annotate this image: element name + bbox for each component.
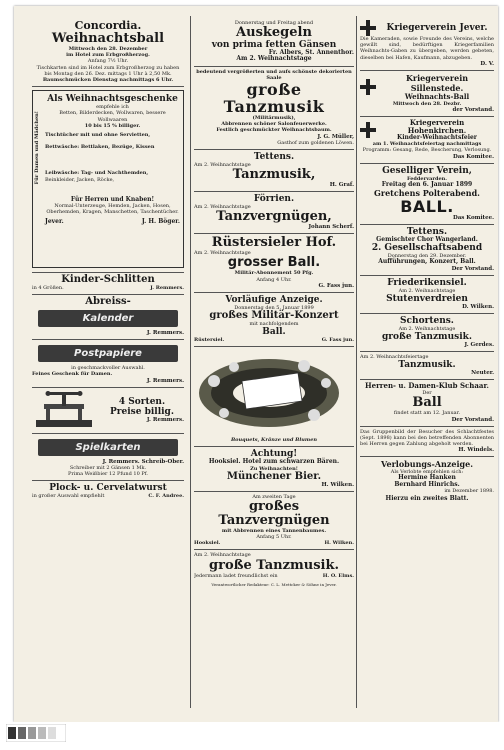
ad-date: Am 2. Weihnachtstage [194,552,251,559]
ad-signature: J. Remmers. [146,330,184,337]
ad-subtitle: grosser Ball. [227,255,321,271]
ad-text: mit Abbrennen eines Tannenbaumes. [221,528,327,535]
ad-title: Kriegerverein Jever. [386,23,488,33]
ad-subtitle: Tanzmusik, [232,167,316,183]
column-divider [190,16,191,708]
column-left [32,18,184,708]
ad-text: Feines Geschenk für Damen. [32,371,113,378]
ad-title: Förrien. [253,194,295,205]
geselliger-verein-ad [360,164,494,225]
ad-subtitle: 2. Gesellschaftsabend [371,243,483,254]
engagement-ad [360,457,494,505]
ad-signature: der Vorstand. [452,107,494,114]
page-footer-credit: Verantwortlicher Redakteur: C. L. Mettcker & Söhne in Jever. [211,581,337,587]
ad-signature: H. Wilken. [324,540,354,547]
scan-ruler [6,724,66,742]
ad-text: Betten, Bilderdecken, Wollwaren, bessere Wollwaaren [59,110,166,123]
ad-text: Schreiber mit 2 Gänsen 1 Mk. [69,464,147,471]
ad-text: Anfang 4 Uhr. [256,276,292,283]
ad-text: (Militärmusik), [252,115,296,122]
ad-subtitle: große Tanzmusik. [382,332,472,343]
tettens-ad [194,150,354,192]
ad-text: Zu Weihnachten! [250,465,298,472]
auskegeln-ad [194,18,354,67]
tanzvergnuegen-ad [194,492,354,551]
ad-start: Anfang 7½ Uhr. [87,58,129,65]
ad-date: Am 2. Weihnachtstage [194,204,251,211]
tanzmusik2-ad [194,550,354,590]
ad-text: Leibwäsche: Tag- und Nachthemden, [45,170,149,177]
ad-title: Achtung! [250,449,298,460]
ad-text: in geschmackvoller Auswahl. [71,365,145,372]
ad-title: große Tanzmusik [223,80,325,117]
ad-signature: J. Remmers. Schreib-Ober. [102,458,184,465]
tanzmusik3-ad [360,352,494,380]
sled-ad [32,273,184,295]
ad-text: Bettwäsche: Bettlaken, Bezüge, Kissen [45,144,155,151]
krieger-jever-ad [360,18,494,71]
copy-press-ad [32,388,184,434]
ad-text: Die Kameraden, sowie Freunde des Vereins, welche gewillt sind, bedürftigen Kriegerfamilien Weihnachts-Gaben zu übergeben, werden gebeten, dieselben bei Hafen, Kaufmann, abzugeben. [360,36,494,61]
ad-signature: J. Remmers. [146,377,184,384]
ad-subtitle: Münchener Bier. [226,470,322,482]
ad-title: Tettens. [406,227,448,238]
ad-date: Am 2. Weihnachtsfeiertage [360,354,429,361]
ad-title: Kriegerverein Sillenstede. [405,72,469,93]
ad-date: Am 2. Weihnachtstage [398,325,456,332]
calendar-ad [32,295,184,340]
ad-title: Tanzmusik. [398,360,456,371]
column-divider [356,16,357,708]
ad-banner: Spielkarten [38,439,178,456]
ad-date: Am 2. Weihnachtstage [194,250,251,257]
ad-title: Als Weihnachtsgeschenke [47,94,178,105]
ad-signature: Das Komitee. [452,153,494,160]
ad-signature: G. Fass jun. [318,282,354,289]
ruestersiel-ad [194,234,354,293]
klub-schaar-ad [360,380,494,426]
ad-place: Hooksiel. [194,540,221,547]
page-footer-note: Hierzu ein zweites Blatt. [385,495,469,503]
ad-text: empfehle ich [96,104,129,111]
ad-title: Schortens. [400,315,454,326]
gifts-ad [32,87,184,273]
ad-signature: H. Wilken. [321,481,354,488]
krieger-sillenstede-ad [360,71,494,117]
muenchner-ad [194,447,354,491]
ad-signature: Der Vorstand. [451,265,494,272]
ad-date: im Dezember 1898. [444,487,494,494]
copy-press-illustration [32,390,96,430]
ad-text: in großer Auswahl empfiehlt [32,493,105,500]
ad-title: Abreiss- [85,296,131,308]
ad-text: Jedermann ladet freundlichst ein [194,572,278,579]
ad-section: Für Herren und Knaben! [70,195,155,203]
sausage-ad [32,481,184,502]
ad-subtitle: Stutenverdreien [386,293,468,304]
ad-text: Baumschmücken Dienstag nachmittags 6 Uhr. [42,77,174,84]
ad-place: Feddervarden. [406,175,448,182]
ad-banner: Kalender [38,310,178,327]
ad-signature: J. Remmers. [150,285,184,292]
ad-text: bedeutend vergrößerten und aufs schönste dekorierten Saale [196,68,352,81]
ad-date: Mittwoch den 28. Dezbr. [392,100,462,107]
ad-title: Kriegerverein Hohenkirchen. [407,118,467,136]
ad-signature: Fr. Albers, St. Annenthor. [268,49,354,57]
ad-subtitle: Tanzvergnügen, [216,209,332,225]
ad-subtitle: Gretchens Polterabend. [374,188,480,199]
scan-margin [0,722,504,750]
ad-title: Concordia. [74,19,142,32]
playing-cards-ad [32,434,184,481]
ad-signature: C. F. Andree. [148,493,184,500]
ad-title: Vorläufige Anzeige. [225,294,323,305]
krieger-hohenkirchen-ad [360,117,494,164]
ad-signature: H. O. Elms. [322,572,354,579]
ad-text: Beinkleider, Jacken, Röcke, [45,176,115,183]
ad-date: Freitag den 6. Januar 1899 [381,180,473,188]
ad-subtitle: Weihnachtsball [51,31,165,46]
ad-date: Am zweiten Tage [252,493,296,500]
ad-subtitle: großes Militär-Konzert [209,310,339,322]
ad-text: Anfang 5 Uhr. [256,534,292,541]
tettens-chor-ad [360,225,494,276]
ad-text: Der [422,390,432,397]
ad-text: Tischkarten sind im Hotel zum Erbgroßherzog zu haben [36,64,180,71]
ad-title: Auskegeln [236,25,312,41]
ad-title: Kinder-Schlitten [61,274,155,286]
ad-title: großes Tanzvergnügen [218,499,330,529]
ad-title: Friederikensiel. [387,277,467,288]
ad-title: Verlobungs-Anzeige. [381,459,473,470]
ad-text: in 4 Größen. [32,285,64,292]
column-middle [194,18,354,708]
ad-signature: H. Graf. [329,182,354,189]
ad-date: Am 2. Weihnachtstage [194,161,251,168]
ad-signature: J. Remmers. [146,416,184,423]
ad-signature: G. Fass jun. [321,337,354,344]
ad-text: Ball. [262,327,286,338]
ad-signature: J. H. Böger. [141,218,180,226]
ad-place: Jever. [45,218,64,226]
ad-text: Programm: Gesang, Rede, Bescherung, Verlosung. [362,147,492,154]
ad-text: BALL. [400,197,454,217]
ad-subtitle: Ball [412,395,442,411]
ad-date: Am 2. Weihnachtstage [236,55,312,63]
ad-text: mit nachfolgendem [249,321,299,328]
wreath-ribbon-text: Bouquets, Kränze und Blumen [230,437,318,444]
ad-title: Plock- u. Cervelatwurst [49,483,167,494]
ad-text: Militär-Abonnement 50 Pfg. [234,270,314,277]
ad-title: Tettens. [253,151,295,162]
ad-signature: Neuter. [471,370,494,377]
column-right [360,18,494,708]
ad-signature: Der Vorstand. [451,416,494,423]
ad-text: Donnerstag und Freitag abend [234,20,314,26]
ad-title: Geselliger Verein, [382,165,472,176]
ad-name: Bernhard Hinrichs. [394,480,460,488]
ad-text: Tischtücher mit und ohne Servietten, [45,132,151,139]
ad-date: Am 2. Weihnachtstage [398,287,456,294]
ad-title: Preise billig. [110,406,174,417]
ad-signature: Johann Scherf. [308,224,354,231]
ad-subtitle: Kinder-Weihnachtsfeier [397,134,477,142]
ad-text: Abbrennen schöner Salonfeuerwerke. [221,121,327,128]
postpaper-ad [32,340,184,387]
ad-title: große Tanzmusik. [209,557,339,573]
ad-subtitle: von prima fetten Gänsen [211,40,337,51]
ad-banner: Postpapiere [38,345,178,362]
ad-name: Hermine Hanken [398,474,456,482]
florist-ad [194,347,354,447]
ad-text: Festlich geschmückter Weihnachtsbaum. [216,127,332,134]
ad-signature: J. G. Müller, [317,133,354,140]
ad-signature: D. V. [480,60,494,67]
ad-date: findet statt am 12. Januar. [393,410,461,417]
ad-text: 10 bis 15 % billiger. [84,122,141,129]
ad-date: Donnerstag den 5. Januar 1899 [234,304,314,311]
ad-signature: D. Wilken. [462,303,494,310]
ad-signature: J. Gerdes. [464,342,494,349]
tanzmusik-ad [194,67,354,150]
ad-date: am 1. Weihnachtsfeiertag nachmittags [372,141,482,148]
concordia-ad [32,18,184,87]
ad-subtitle: Weihnachts-Ball [404,91,470,101]
ad-signature: H. Windels. [458,447,494,454]
ad-title: 4 Sorten. [118,396,166,407]
ad-place: Rüstersiel. [194,337,225,344]
ad-text: Aufführungen, Konzert, Ball. [378,258,476,266]
ad-text: Als Verlobte empfehlen sich: [390,469,464,476]
konzert-ad [194,293,354,347]
ad-text: Gemischter Chor Wangerland. [376,236,478,244]
ad-text: bis Montag den 26. Dez. mittags 1 Uhr à 2,50 Mk. [44,70,172,77]
schortens-ad [360,314,494,352]
ad-venue: Gasthof zum goldenen Löwen. [277,139,354,146]
newspaper-page [14,6,498,722]
group-photo-ad [360,427,494,458]
ad-title: Herren- u. Damen-Klub Schaar. [365,381,489,391]
ad-text: Das Gruppenbild der Besucher des Schlachtfestes (Sept. 1898) kann bei den betreffenden Abonnenten bei Herren gegen Zahlung abgeholt werden. [360,428,494,448]
wreath-illustration [194,351,344,431]
ad-title: Rüstersieler Hof. [211,235,337,251]
foerrien-ad [194,192,354,234]
ad-text: Normal-Unterzeuge, Hemden, Jacken, Hosen, Oberhemden, Kragen, Manschetten, Taschentücher. [46,203,179,216]
ad-text: Prima Weißbier 12 Pfund 10 Pf. [67,470,148,477]
vertical-label: Für Damen und Mädchen! [34,111,40,185]
ad-signature: Das Komitee. [452,215,494,222]
ad-venue: im Hotel zum Erbgroßherzog. [66,52,150,59]
friederikensiel-ad [360,276,494,314]
ad-date: Donnerstag den 29. Dezember. [387,253,467,260]
ad-venue: Hooksiel. Hotel zum schwarzen Bären. [208,458,340,466]
iron-cross-icon [360,122,376,138]
iron-cross-icon [360,79,376,95]
ad-date: Mittwoch den 28. Dezember [68,46,148,52]
iron-cross-icon [360,20,376,36]
